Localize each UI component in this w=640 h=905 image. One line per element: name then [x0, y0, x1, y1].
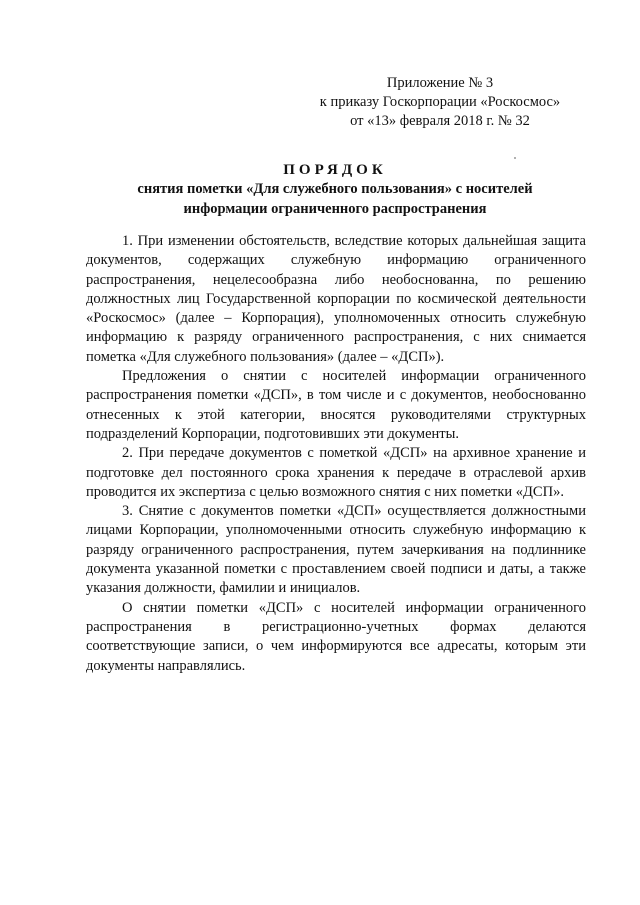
document-title-block: [70, 161, 600, 219]
paragraph-4: 3. Снятие с документов пометки «ДСП» осуществляется должностными лицами Корпорации, уполномоченными относить служебную информацию к разряду ограниченного распространения, путем зачеркивания на подлиннике документа указанной пометки с проставлением своей подписи и даты, а также указания должности, фамилии и инициалов.: [86, 503, 586, 597]
paragraph-2: Предложения о снятии с носителей информации ограниченного распространения пометки «ДСП», в том числе и с документов, необоснованно отнесенных к этой категории, вносятся руководителями структурных подразделений Корпорации, подготовивших эти документы.: [86, 368, 586, 442]
document-body: [86, 232, 586, 676]
document-title: ПОРЯДОК: [283, 162, 387, 178]
document-subtitle-line-1: снятия пометки «Для служебного пользования» с носителей: [137, 181, 533, 197]
paragraph-3: 2. При передаче документов с пометкой «ДСП» на архивное хранение и подготовке дел постоянного срока хранения к передаче в отраслевой архив проводится их экспертиза с целью возможного снятия с них пометки «ДСП».: [86, 445, 586, 500]
paragraph-5: О снятии пометки «ДСП» с носителей информации ограниченного распространения в регистрационно-учетных формах делаются соответствующие записи, о чем информируются все адресаты, которым эти документы направлялись.: [86, 599, 586, 674]
order-date: от «13» февраля 2018 г. № 32: [350, 113, 530, 129]
document-subtitle-line-2: информации ограниченного распространения: [183, 200, 487, 217]
scan-speck: [514, 157, 516, 159]
appendix-number: Приложение № 3: [386, 75, 494, 91]
appendix-header: [300, 74, 580, 131]
paragraph-1: 1. При изменении обстоятельств, вследствие которых дальнейшая защита документов, содержащих служебную информацию ограниченного распространения, нецелесообразна либо необоснованна, по решению должностных лиц Государственной корпорации по космической деятельности «Роскосмос» (далее – Корпорация), уполномоченных относить служебную информацию к разряду ограниченного распространения, с них снимается пометка «Для служебного пользования» (далее – «ДСП»).: [86, 233, 586, 365]
order-reference: к приказу Госкорпорации «Роскосмос»: [319, 94, 561, 110]
